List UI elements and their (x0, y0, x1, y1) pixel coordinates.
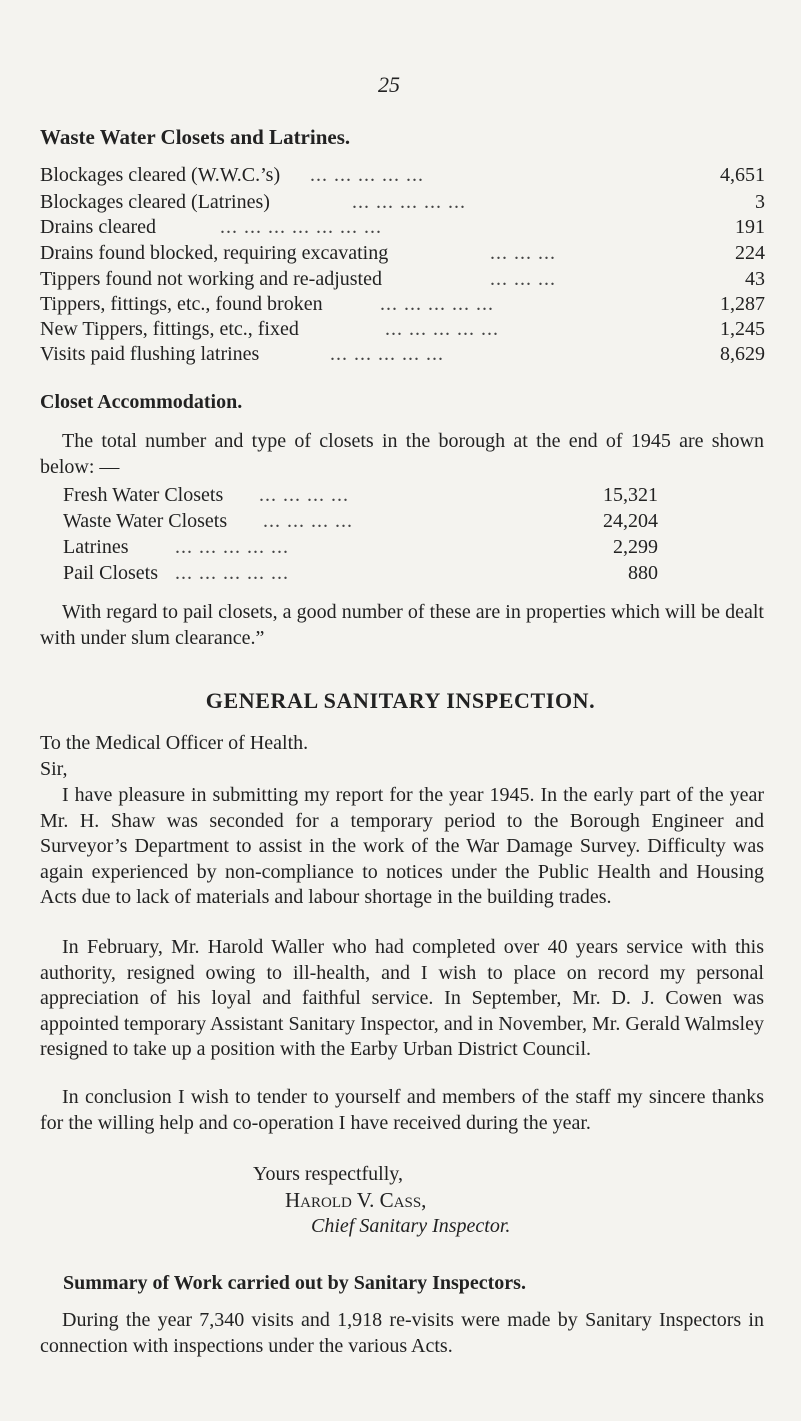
table-row: New Tippers, fittings, etc., fixed ... ... ... ... ... 1,245 (40, 318, 765, 340)
row-label: Blockages cleared (Latrines) (40, 191, 270, 213)
table-row: Visits paid flushing latrines ... ... ... ... ... 8,629 (40, 343, 765, 365)
row-label: Tippers found not working and re-adjusted (40, 268, 382, 290)
row-value: 4,651 (720, 164, 765, 186)
row-label: Latrines (63, 536, 129, 558)
summary-text: During the year 7,340 visits and 1,918 re-visits were made by Sanitary Inspectors in connection with inspections under the various Acts. (40, 1309, 764, 1357)
signature-name: Harold V. Cass, (285, 1188, 427, 1212)
row-label: New Tippers, fittings, etc., fixed (40, 318, 299, 340)
table-row: Pail Closets ... ... ... ... ... 880 (63, 562, 658, 584)
table-row: Fresh Water Closets ... ... ... ... 15,321 (63, 484, 658, 506)
row-value: 1,287 (720, 293, 765, 315)
general-heading: GENERAL SANITARY INSPECTION. (205, 688, 596, 713)
closet-intro: The total number and type of closets in the borough at the end of 1945 are shown below: — (40, 430, 764, 478)
row-label: Fresh Water Closets (63, 484, 224, 506)
signature-title: Chief Sanitary Inspector. (311, 1215, 511, 1237)
paragraph-3: In conclusion I wish to tender to yourself and members of the staff my sincere thanks for the willing help and co-operation I have received during the year. (40, 1086, 764, 1134)
row-value: 880 (628, 562, 658, 584)
row-label: Tippers, fittings, etc., found broken (40, 293, 323, 315)
row-value: 15,321 (603, 484, 658, 506)
row-value: 3 (755, 191, 765, 213)
row-label: Visits paid flushing latrines (40, 343, 260, 365)
row-label: Pail Closets (63, 562, 159, 584)
row-value: 224 (735, 242, 765, 264)
table-row: Waste Water Closets ... ... ... ... 24,204 (63, 510, 658, 532)
table-row: Tippers found not working and re-adjusted ... ... ... 43 (40, 268, 765, 290)
addressee: To the Medical Officer of Health. (40, 732, 309, 754)
table-row: Latrines ... ... ... ... ... 2,299 (63, 536, 658, 558)
row-value: 1,245 (720, 318, 765, 340)
row-label: Drains found blocked, requiring excavating (40, 242, 389, 264)
closet-heading: Closet Accommodation. (40, 391, 243, 413)
closet-closing: With regard to pail closets, a good number of these are in properties which will be dealt with under slum clearance.” (40, 601, 764, 649)
paragraph-2: In February, Mr. Harold Waller who had completed over 40 years service with this authority, resigned owing to ill-health, and I wish to place on record my personal appreciation of his loyal and faithful service. In September, Mr. D. J. Cowen was appointed temporary Assistant Sanitary Inspector, and in November, Mr. Gerald Walmsley resigned to take up a position with the Earby Urban District Council. (40, 936, 764, 1060)
table-row: Tippers, fittings, etc., found broken ... ... ... ... ... 1,287 (40, 293, 765, 315)
page-number: 25 (378, 72, 400, 97)
row-value: 2,299 (613, 536, 658, 558)
closing-phrase: Yours respectfully, (253, 1163, 403, 1185)
row-value: 24,204 (603, 510, 658, 532)
table-row: Blockages cleared (Latrines) ... ... ... ... ... 3 (40, 191, 765, 213)
row-value: 8,629 (720, 343, 765, 365)
salutation: Sir, (40, 758, 68, 780)
paragraph-1: I have pleasure in submitting my report for the year 1945. In the early part of the year Mr. H. Shaw was seconded for a temporary period to the Borough Engineer and Surveyor’s Department to assist in the work of the War Damage Survey. Difficulty was again experienced by non-compliance to notices under the Public Health and Housing Acts due to lack of materials and labour shortage in the building trades. (40, 784, 764, 908)
summary-heading: Summary of Work carried out by Sanitary Inspectors. (63, 1272, 526, 1294)
table-row: Drains found blocked, requiring excavating ... ... ... 224 (40, 242, 765, 264)
row-value: 43 (745, 268, 765, 290)
row-label: Waste Water Closets (63, 510, 228, 532)
row-label: Blockages cleared (W.W.C.’s) (40, 164, 281, 186)
table-row: Blockages cleared (W.W.C.’s) ... ... ... ... ... 4,651 (40, 164, 765, 186)
table-row: Drains cleared ... ... ... ... ... ... ... 191 (40, 216, 765, 238)
row-label: Drains cleared (40, 216, 157, 238)
row-value: 191 (735, 216, 765, 238)
waste-water-heading: Waste Water Closets and Latrines. (40, 125, 351, 149)
